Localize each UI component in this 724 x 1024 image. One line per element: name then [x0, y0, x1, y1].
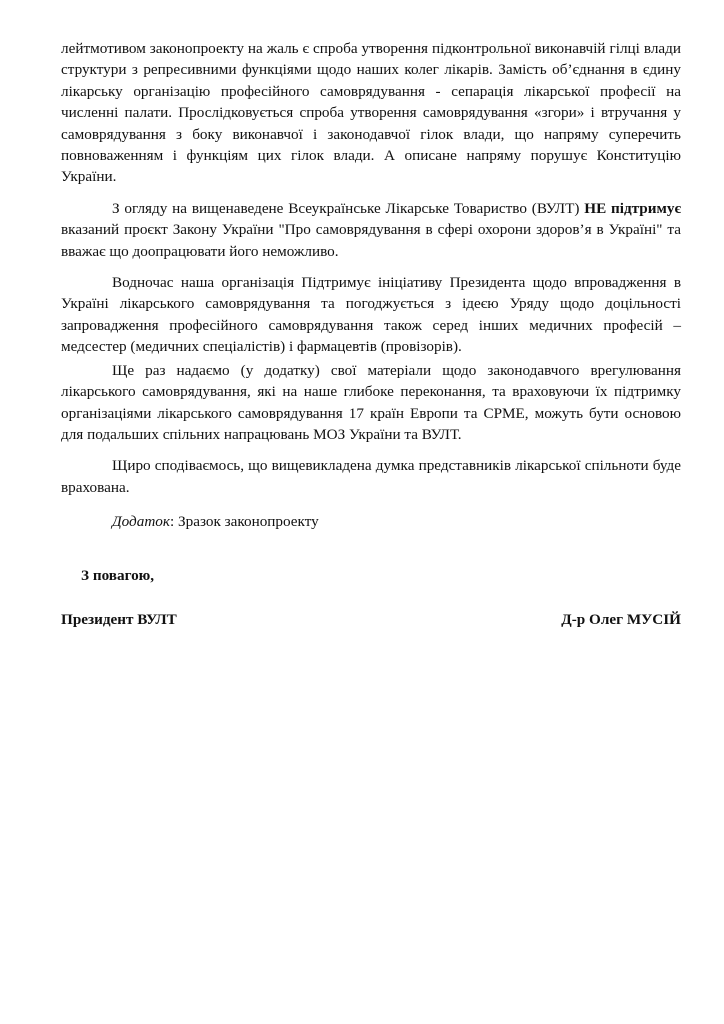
paragraph-text: вказаний проєкт Закону України "Про самоврядування в сфері охорони здоров’я в Україні" та вважає що доопрацювати його неможливо.: [61, 221, 681, 260]
closing-regards: З повагою,: [81, 566, 155, 584]
document-page: [61, 38, 681, 630]
paragraph-position-not-supported: [61, 198, 681, 262]
paragraph-materials-attached: Ще раз надаємо (у додатку) свої матеріали щодо законодавчого врегулювання лікарського самоврядування, які на наше глибоке переконання, та враховуючи їх підтримку організаціями лікарського самоврядування 17 країн Европи та CPME, можуть бути основою для подальших спільних напрацювань МОЗ України та ВУЛТ.: [61, 361, 681, 443]
emphasis-not-supported: НЕ підтримує: [584, 199, 682, 217]
attachment-note: [61, 511, 681, 532]
signature-block: [61, 609, 681, 630]
paragraph-hope-considered: Щиро сподіваємось, що вищевикладена думка представників лікарської спільноти буде врахована.: [61, 457, 681, 496]
paragraph-text: З огляду на вищенаведене Всеукраїнське Лікарське Товариство (ВУЛТ): [112, 199, 580, 217]
attachment-text: : Зразок законопроекту: [170, 513, 319, 531]
paragraph-constitution-violation: лейтмотивом законопроекту на жаль є спроба утворення підконтрольної виконавчій гілці влади структури з репресивними функціями щодо наших колег лікарів. Замість об’єднання в єдину лікарську організацію професійного самоврядування - сепарація лікарської професії на численні палати. Прослідковується спроба утворення самоврядування «згори» і втручання у самоврядування з боку виконавчої і законодавчої гілок влади, що напряму суперечить повноваженням і функціям цих гілок влади. А описане напряму порушує Конституцію України.: [61, 40, 681, 186]
attachment-label: Додаток: [112, 513, 170, 531]
paragraph-support-initiative: Водночас наша організація Підтримує ініціативу Президента щодо впровадження в Україні лікарського самоврядування та погоджується з ідеєю Уряду щодо доцільності запровадження професійного самоврядування також серед інших медичних професій – медсестер (медичних спеціалістів) і фармацевтів (провізорів).: [61, 274, 681, 356]
signatory-name: Д-р Олег МУСІЙ: [561, 610, 681, 628]
signatory-position: Президент ВУЛТ: [61, 610, 177, 628]
